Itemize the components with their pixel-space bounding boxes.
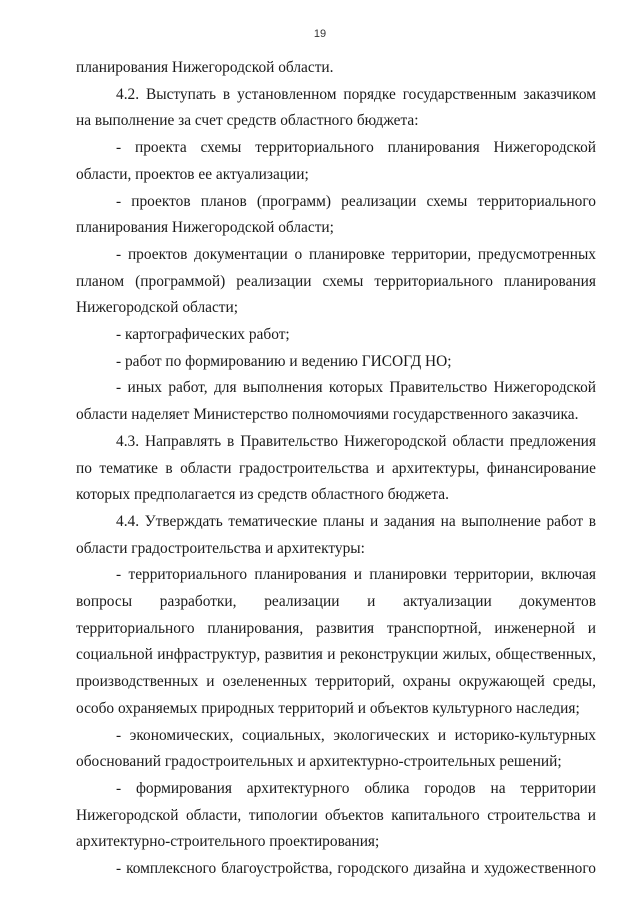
- list-item-territorial-planning: - территориального планирования и планировки территории, включая вопросы разработки, реализации и актуализации документов территориального планирования, развития транспортной, инженерной и социальной инфраструктур, развития и реконструкции жилых, общественных, производственных и озелененных территорий, охраны окружающей среды, особо охраняемых природных территорий и объектов культурного наследия;: [76, 566, 596, 717]
- list-item-territorial-plan: - проекта схемы территориального планирования Нижегородской области, проектов ее актуализации;: [76, 139, 596, 183]
- list-item-planning-docs: - проектов документации о планировке территории, предусмотренных планом (программой) реализации схемы территориального планирования Нижегородской области;: [76, 245, 596, 317]
- list-item-justifications: - экономических, социальных, экологических и историко-культурных обоснований градостроительных и архитектурно-строительных решений;: [76, 726, 596, 771]
- list-item-other-works: - иных работ, для выполнения которых Правительство Нижегородской области наделяет Министерство полномочиями государственного заказчика.: [76, 379, 596, 424]
- list-item-cartographic: - картографических работ;: [116, 326, 290, 344]
- list-item-gisogd: - работ по формированию и ведению ГИСОГД НО;: [116, 352, 452, 370]
- document-body: [76, 55, 596, 883]
- paragraph-4-4: 4.4. Утверждать тематические планы и задания на выполнение работ в области градостроительства и архитектуры:: [76, 512, 596, 557]
- paragraph-4-2: 4.2. Выступать в установленном порядке государственным заказчиком на выполнение за счет средств областного бюджета:: [76, 85, 596, 130]
- list-item-architectural-image: - формирования архитектурного облика городов на территории Нижегородской области, типологии объектов капитального строительства и архитектурно-строительного проектирования;: [76, 779, 596, 851]
- page-number: 19: [313, 28, 327, 40]
- list-item-landscaping: - комплексного благоустройства, городского дизайна и художественного: [116, 860, 596, 878]
- list-item-plan-programs: - проектов планов (программ) реализации схемы территориального планирования Нижегородской области;: [76, 192, 596, 237]
- paragraph-4-3: 4.3. Направлять в Правительство Нижегородской области предложения по тематике в области градостроительства и архитектуры, финансирование которых предполагается из средств областного бюджета.: [76, 432, 596, 504]
- paragraph-continuation: планирования Нижегородской области.: [76, 59, 334, 76]
